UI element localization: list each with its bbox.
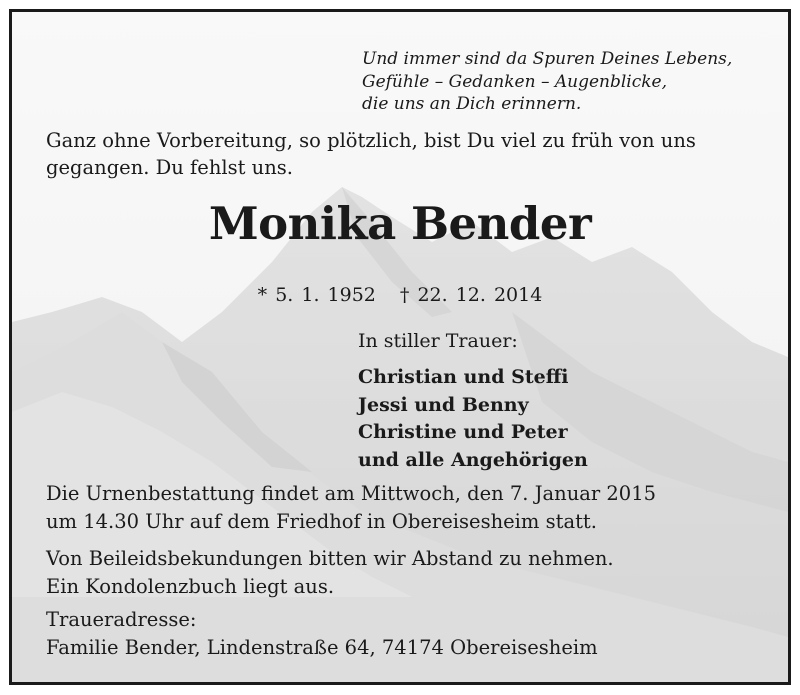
condolence-info: [46, 545, 776, 601]
address-label: Traueradresse:: [46, 608, 197, 631]
mourning-address: [46, 606, 776, 662]
mourner-name: Jessi und Benny: [358, 393, 529, 416]
mourner-name: Christian und Steffi: [358, 366, 569, 388]
address-line: Familie Bender, Lindenstraße 64, 74174 Obereisesheim: [46, 636, 598, 659]
mourner-name: Christine und Peter: [358, 421, 568, 443]
quote-line: Und immer sind da Spuren Deines Lebens,: [362, 49, 733, 69]
intro-text: Ganz ohne Vorbereitung, so plötzlich, bist Du viel zu früh von uns gegangen. Du fehlst uns.: [46, 129, 696, 179]
death-date: † 22. 12. 2014: [399, 284, 543, 306]
funeral-info: [46, 480, 776, 536]
quote-line: die uns an Dich erinnern.: [362, 94, 582, 114]
mourners-list: [358, 364, 588, 474]
mourners-label: In stiller Trauer:: [358, 330, 518, 352]
funeral-line: um 14.30 Uhr auf dem Friedhof in Obereisesheim statt.: [46, 510, 597, 533]
funeral-line: Die Urnenbestattung findet am Mittwoch, den 7. Januar 2015: [46, 482, 657, 505]
deceased-name: Monika Bender: [208, 197, 592, 250]
obituary-notice: [9, 9, 791, 685]
mourner-name: und alle Angehörigen: [358, 448, 588, 471]
condolence-line: Von Beileidsbekundungen bitten wir Abstand zu nehmen.: [46, 547, 614, 570]
memorial-quote: [362, 48, 732, 116]
condolence-line: Ein Kondolenzbuch liegt aus.: [46, 575, 335, 598]
birth-date: * 5. 1. 1952: [257, 284, 376, 306]
life-dates: [12, 284, 788, 306]
quote-line: Gefühle – Gedanken – Augenblicke,: [362, 71, 668, 92]
